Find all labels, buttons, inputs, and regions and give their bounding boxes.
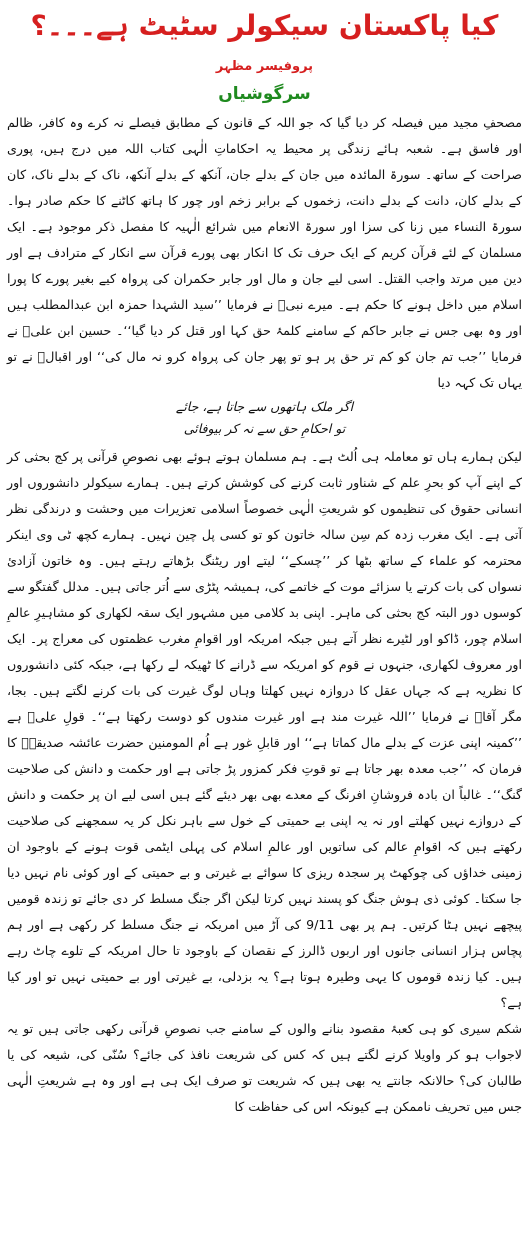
column-name: سرگوشیاں: [218, 84, 311, 104]
article-body: [0, 110, 529, 1120]
verse-line: اگر ملک ہاتھوں سے جاتا ہے، جائے: [175, 399, 354, 414]
page-edge: [0, 1252, 529, 1258]
verse-block: [7, 396, 522, 440]
paragraph: شکم سیری کو ہی کعبۂ مقصود بنانے والوں کے سامنے جب نصوصِ قرآنی رکھی جاتی ہیں تو یہ لاجواب ہو کر واویلا کرنے لگتے ہیں کہ کس کی شریعت نافذ کی جائے؟ سُنّی کی، شیعہ کی یا طالبان کی؟ حالانکہ جانتے یہ بھی ہیں کہ شریعت تو صرف ایک ہی ہے اور وہ ہے شریعتِ الٰہی جس میں تحریف ناممکن ہے کیونکہ اس کی حفاظت کا: [7, 1021, 522, 1114]
verse-line: تو احکامِ حق سے نہ کر بیوفائی: [183, 421, 346, 436]
author-name: پروفیسر مظہر: [215, 59, 314, 74]
article-title: کیا پاکستان سیکولر سٹیٹ ہے۔۔۔؟: [30, 9, 499, 42]
paragraph: مصحفِ مجید میں فیصلہ کر دیا گیا کہ جو اللہ کے قانون کے مطابق فیصلے نہ کرے وہ کافر، ظالم اور فاسق ہے۔ شعبہ ہائے زندگی پر محیط یہ احکاماتِ الٰہی کتاب اللہ میں درج ہیں، پوری صراحت کے ساتھ۔ سورۃ المائدہ میں جان کے بدلے جان، آنکھ کے بدلے آنکھ، ناک کے بدلے ناک، کان کے بدلے کان، دانت کے بدلے دانت، زخموں کے برابر زخم اور چور کا ہاتھ کاٹنے کا حکم صادر ہوا۔ سورۃ النساء میں زنا کی سزا اور سورۃ الانعام میں شرائع الٰہیہ کا مفصل ذکر موجود ہے۔ ایک مسلمان کے لئے قرآن کریم کے ایک حرف تک کا انکار بھی پورے قرآن سے انکار کے مترادف ہے اور دین میں مرتد واجب القتل۔ اسی لیے جان و مال اور جابر حکمران کی پرواہ کیے بغیر پورے کا پورا اسلام میں داخل ہونے کا حکم ہے۔ میرے نبیؐ نے فرمایا ’’سید الشہدا حمزہ ابن عبدالمطلب ہیں اور وہ بھی جس نے جابر حاکم کے سامنے کلمۂ حق کہا اور قتل کر دیا گیا‘‘۔ حسین ابن علیؓ نے فرمایا ’’جب تم جان کو کم تر حق پر ہو تو پھر جان کی پرواہ کرو نہ مال کی‘‘ اور اقبالؒ نے تو یہاں تک کہہ دیا: [7, 115, 522, 390]
paragraph: لیکن ہمارے ہاں تو معاملہ ہی اُلٹ ہے۔ ہم مسلمان ہوتے ہوئے بھی نصوصِ قرآنی پر کج بحثی کر کے اپنے آپ کو بحرِ علم کے شناور ثابت کرنے کی کوشش کرتے ہیں۔ ہمارے سیکولر دانشوروں اور انسانی حقوق کی تنظیموں کو شریعتِ الٰہی خصوصاً اسلامی تعزیرات میں وحشت و درندگی نظر آتی ہے۔ ایک مغرب زدہ کم سِن سالہ خاتون کو تو کسی پل چین نہیں۔ ہمارے کچھ ٹی وی اینکر محترمہ کو علماء کے ساتھ بٹھا کر ’’چسکے‘‘ لیتے اور ریٹنگ بڑھاتے رہتے ہیں۔ وہ خاتون آزادیٔ نسواں کی بات کرتے یا سزائے موت کے خاتمے کی، ہمیشہ پٹڑی سے اُتر جاتی ہیں۔ مدلل گفتگو سے کوسوں دور البتہ کج بحثی کی ماہر۔ اپنی بد کلامی میں مشہور ایک سقہ لکھاری کو مشاہیرِ عالمِ اسلام چور، ڈاکو اور لٹیرے نظر آتے ہیں جبکہ امریکہ اور اقوامِ مغرب عظمتوں کی معراج پر۔ ایک اور معروف لکھاری، جنہوں نے قوم کو امریکہ سے ڈرانے کا ٹھیکہ لے رکھا ہے، جبکہ کئی دانشوروں کا نظریہ ہے کہ جہاں عقل کا دروازہ نہیں کھلتا وہاں لوگ غیرت کی بات کرنے لگتے ہیں۔ بجا، مگر آقاؐ نے فرمایا ’’اللہ غیرت مند ہے اور غیرت مندوں کو دوست رکھتا ہے‘‘۔ قولِ علیؓ ہے ’’کمینہ اپنی عزت کے بدلے مال کماتا ہے‘‘ اور قابلِ غور ہے اُم المومنین حضرت عائشہ صدیقہؓ کا فرمان کہ ’’جب معدہ بھر جاتا ہے تو قوتِ فکر کمزور پڑ جاتی ہے اور حکمت و دانش کی صلاحیت گنگ‘‘۔ غالباً ان بادہ فروشانِ افرنگ کے معدے بھی بھر دیئے گئے ہیں اسی لیے ان پر حکمت و دانش کے دروازے نہیں کھلتے اور نہ یہ اپنی بے حمیتی کے خول سے باہر نکل کر یہ سمجھنے کی صلاحیت رکھتے ہیں کہ اقوامِ عالم کی ساتویں اور عالمِ اسلام کی پہلی ایٹمی قوت ہونے کے باوجود ان زمینی خداؤں کی چوکھٹ پر سجدہ ریزی کا سوائے بے غیرتی و بے حمیتی کے اور کوئی نام نہیں دیا جا سکتا۔ کوئی ذی ہوش جنگ کو پسند نہیں کرتا لیکن اگر جنگ مسلط کر دی جائے تو زندہ قومیں پیچھے نہیں ہٹا کرتیں۔ ہم پر بھی 9/11 کی آڑ میں امریکہ نے جنگ مسلط کر رکھی ہے اور ہم پچاس ہزار انسانی جانوں اور اربوں ڈالرز کے نقصان کے باوجود تا حال امریکہ کے تلوے چاٹ رہے ہیں۔ کیا زندہ قوموں کا یہی وطیرہ ہوتا ہے؟ یہ بزدلی، بے غیرتی اور بے حمیتی نہیں تو اور کیا ہے؟: [7, 449, 522, 1010]
